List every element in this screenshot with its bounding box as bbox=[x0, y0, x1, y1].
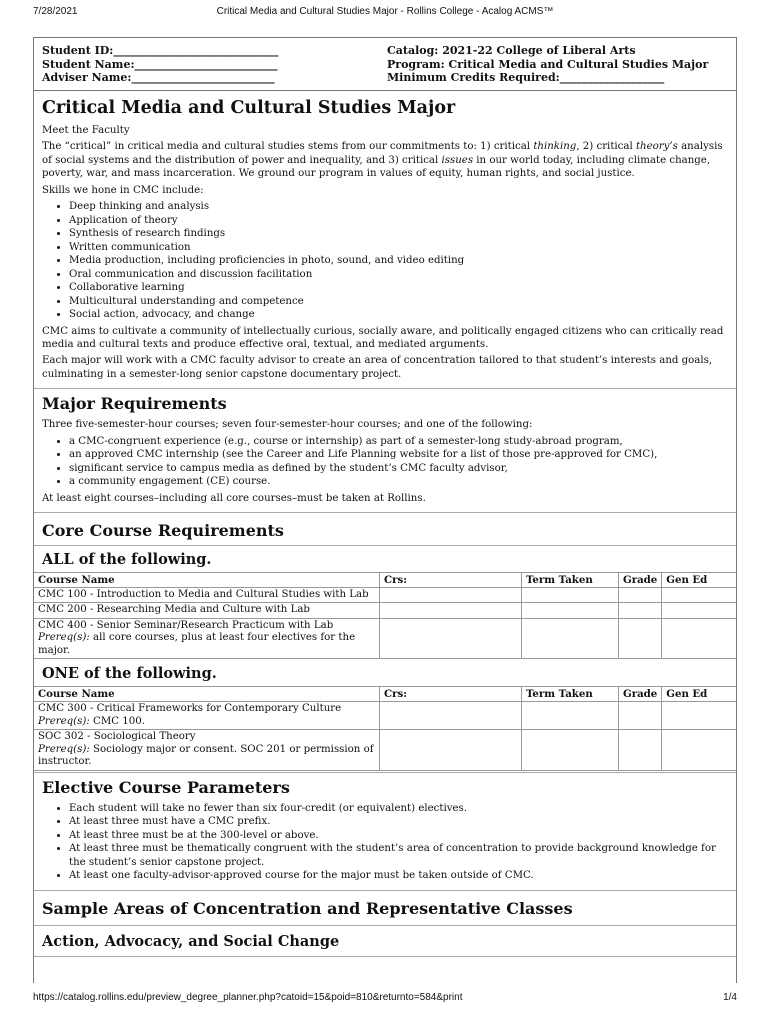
student-info-left bbox=[42, 44, 278, 85]
all-following-heading: ALL of the following. bbox=[42, 550, 212, 568]
page-number: 1/4 bbox=[723, 992, 737, 1003]
sample-areas-section bbox=[34, 891, 736, 926]
crs-cell[interactable] bbox=[380, 702, 522, 730]
prereq-label: Prereq(s): bbox=[38, 632, 90, 644]
col-term-taken: Term Taken bbox=[522, 572, 619, 587]
col-gen-ed: Gen Ed bbox=[662, 687, 736, 702]
list-item: • At least three must have a CMC prefix. bbox=[69, 815, 728, 829]
list-item: • Collaborative learning bbox=[69, 281, 728, 295]
gen-ed-cell[interactable] bbox=[662, 603, 736, 619]
course-name-cell bbox=[34, 618, 380, 659]
list-item: • Application of theory bbox=[69, 214, 728, 228]
table-row bbox=[34, 603, 736, 619]
grade-cell[interactable] bbox=[619, 603, 662, 619]
action-advocacy-block bbox=[34, 926, 736, 957]
prereq-text: Sociology major or consent. SOC 201 or permission of instructor. bbox=[38, 743, 374, 768]
catalog-label: Catalog: 2021-22 College of Liberal Arts bbox=[387, 44, 636, 57]
course-name-cell bbox=[34, 603, 380, 619]
intro-em-theory: theory’s bbox=[635, 141, 678, 153]
course-name-cell bbox=[34, 587, 380, 603]
one-following-heading: ONE of the following. bbox=[42, 665, 217, 683]
list-item: • significant service to campus media as defined by the student’s CMC faculty advisor, bbox=[69, 462, 728, 476]
col-term-taken: Term Taken bbox=[522, 687, 619, 702]
major-requirements-list bbox=[42, 435, 728, 489]
list-item: • At least one faculty-advisor-approved course for the major must be taken outside of CMC. bbox=[69, 869, 728, 883]
gen-ed-cell[interactable] bbox=[662, 618, 736, 659]
course-name: SOC 302 - Sociological Theory bbox=[38, 731, 196, 743]
term-cell[interactable] bbox=[522, 587, 619, 603]
list-item: • At least three must be thematically congruent with the student’s area of concentration to provide background knowledge for the student’s senior capstone project. bbox=[69, 842, 728, 869]
list-item: • Oral communication and discussion facilitation bbox=[69, 268, 728, 282]
course-name: CMC 300 - Critical Frameworks for Contemporary Culture bbox=[38, 703, 342, 715]
col-gen-ed: Gen Ed bbox=[662, 572, 736, 587]
col-course-name: Course Name bbox=[34, 572, 380, 587]
table-header-row bbox=[34, 687, 736, 702]
intro-paragraph bbox=[42, 140, 728, 180]
list-item: • Media production, including proficiencies in photo, sound, and video editing bbox=[69, 254, 728, 268]
one-following-block bbox=[34, 660, 736, 771]
adviser-name-field: Adviser Name:__________________________ bbox=[42, 71, 275, 84]
intro-text-d: in our world today, including climate change, poverty, war, and mass incarceration. We ground our program in values of equity, human rights, and social justice. bbox=[42, 154, 711, 180]
gen-ed-cell[interactable] bbox=[662, 702, 736, 730]
intro-em-thinking: thinking bbox=[533, 141, 577, 153]
print-url: https://catalog.rollins.edu/preview_degree_planner.php?catoid=15&poid=810&returnto=584&print bbox=[33, 992, 463, 1003]
gen-ed-cell[interactable] bbox=[662, 730, 736, 771]
list-item: • a CMC-congruent experience (e.g., course or internship) as part of a semester-long study-abroad program, bbox=[69, 435, 728, 449]
list-item: • an approved CMC internship (see the Career and Life Planning website for a list of those pre-approved for CMC), bbox=[69, 448, 728, 462]
grade-cell[interactable] bbox=[619, 618, 662, 659]
print-page-title: Critical Media and Cultural Studies Major - Rollins College - Acalog ACMS™ bbox=[216, 6, 554, 17]
course-name-cell bbox=[34, 730, 380, 771]
list-item: • Social action, advocacy, and change bbox=[69, 308, 728, 322]
rollins-courses-note: At least eight courses–including all core courses–must be taken at Rollins. bbox=[42, 492, 426, 504]
action-advocacy-heading: Action, Advocacy, and Social Change bbox=[42, 932, 340, 950]
list-item: • a community engagement (CE) course. bbox=[69, 475, 728, 489]
degree-planner-frame bbox=[33, 37, 737, 983]
crs-cell[interactable] bbox=[380, 603, 522, 619]
program-title: Critical Media and Cultural Studies Major bbox=[42, 98, 456, 118]
col-grade: Grade bbox=[619, 687, 662, 702]
student-info-block bbox=[34, 38, 736, 91]
intro-text-c: analysis of social systems and the distribution of power and inequality, and 3) critical bbox=[42, 141, 723, 166]
major-requirements-intro: Three five-semester-hour courses; seven four-semester-hour courses; and one of the following: bbox=[42, 419, 533, 431]
program-label: Program: Critical Media and Cultural Studies Major bbox=[387, 57, 709, 71]
grade-cell[interactable] bbox=[619, 730, 662, 771]
term-cell[interactable] bbox=[522, 730, 619, 771]
core-one-table bbox=[34, 686, 736, 771]
minimum-credits-field: Minimum Credits Required:___________________ bbox=[387, 71, 665, 84]
elective-parameters-section bbox=[34, 772, 736, 891]
col-grade: Grade bbox=[619, 572, 662, 587]
print-footer bbox=[33, 992, 737, 1006]
intro-text-b: , 2) critical bbox=[576, 141, 636, 153]
term-cell[interactable] bbox=[522, 618, 619, 659]
core-requirements-section bbox=[34, 513, 736, 546]
core-all-table bbox=[34, 572, 736, 660]
table-row bbox=[34, 730, 736, 771]
col-course-name: Course Name bbox=[34, 687, 380, 702]
crs-cell[interactable] bbox=[380, 730, 522, 771]
course-name: CMC 100 - Introduction to Media and Cultural Studies with Lab bbox=[38, 588, 369, 600]
term-cell[interactable] bbox=[522, 702, 619, 730]
print-date: 7/28/2021 bbox=[33, 6, 78, 17]
table-row bbox=[34, 587, 736, 603]
list-item: • Multicultural understanding and competence bbox=[69, 295, 728, 309]
crs-cell[interactable] bbox=[380, 587, 522, 603]
major-requirements-heading: Major Requirements bbox=[42, 394, 227, 414]
intro-em-issues: issues bbox=[441, 154, 474, 166]
student-id-field: Student ID:______________________________ bbox=[42, 44, 279, 57]
prereq-label: Prereq(s): bbox=[38, 743, 90, 755]
meet-faculty-text: Meet the Faculty bbox=[42, 125, 130, 136]
course-name: CMC 400 - Senior Seminar/Research Practicum with Lab bbox=[38, 619, 334, 631]
skills-intro: Skills we hone in CMC include: bbox=[42, 184, 204, 196]
advisor-paragraph: Each major will work with a CMC faculty advisor to create an area of concentration tailored to that student’s interests and goals, culminating in a semester-long senior capstone documentary project. bbox=[42, 355, 713, 380]
gen-ed-cell[interactable] bbox=[662, 587, 736, 603]
prereq-text: all core courses, plus at least four electives for the major. bbox=[38, 632, 356, 656]
term-cell[interactable] bbox=[522, 603, 619, 619]
grade-cell[interactable] bbox=[619, 702, 662, 730]
prereq-label: Prereq(s): bbox=[38, 715, 90, 727]
intro-section bbox=[34, 91, 736, 389]
list-item: • Deep thinking and analysis bbox=[69, 200, 728, 214]
all-following-block bbox=[34, 546, 736, 660]
grade-cell[interactable] bbox=[619, 587, 662, 603]
program-info-right bbox=[387, 44, 708, 85]
intro-text-a: The “critical” in critical media and cultural studies stems from our commitments to: 1) critical bbox=[42, 141, 534, 153]
table-header-row bbox=[34, 572, 736, 587]
list-item: • Synthesis of research findings bbox=[69, 227, 728, 241]
list-item: • At least three must be at the 300-level or above. bbox=[69, 829, 728, 843]
aims-paragraph: CMC aims to cultivate a community of intellectually curious, socially aware, and politically engaged citizens who can critically read media and cultural texts and produce effective oral, textual, and mediated arguments. bbox=[42, 325, 724, 350]
crs-cell[interactable] bbox=[380, 618, 522, 659]
prereq-text: CMC 100. bbox=[89, 715, 145, 727]
core-requirements-heading: Core Course Requirements bbox=[42, 520, 284, 540]
col-crs: Crs: bbox=[380, 687, 522, 702]
print-header bbox=[33, 6, 737, 20]
course-name: CMC 200 - Researching Media and Culture with Lab bbox=[38, 604, 310, 616]
col-crs: Crs: bbox=[380, 572, 522, 587]
course-name-cell bbox=[34, 702, 380, 730]
major-requirements-section bbox=[34, 389, 736, 513]
list-item: • Each student will take no fewer than six four-credit (or equivalent) electives. bbox=[69, 802, 728, 816]
sample-areas-heading: Sample Areas of Concentration and Representative Classes bbox=[42, 898, 573, 918]
elective-parameters-list bbox=[42, 802, 728, 883]
table-row bbox=[34, 618, 736, 659]
student-name-field: Student Name:__________________________ bbox=[42, 57, 278, 71]
list-item: • Written communication bbox=[69, 241, 728, 255]
skills-list bbox=[42, 200, 728, 322]
table-row bbox=[34, 702, 736, 730]
elective-parameters-heading: Elective Course Parameters bbox=[42, 777, 290, 797]
